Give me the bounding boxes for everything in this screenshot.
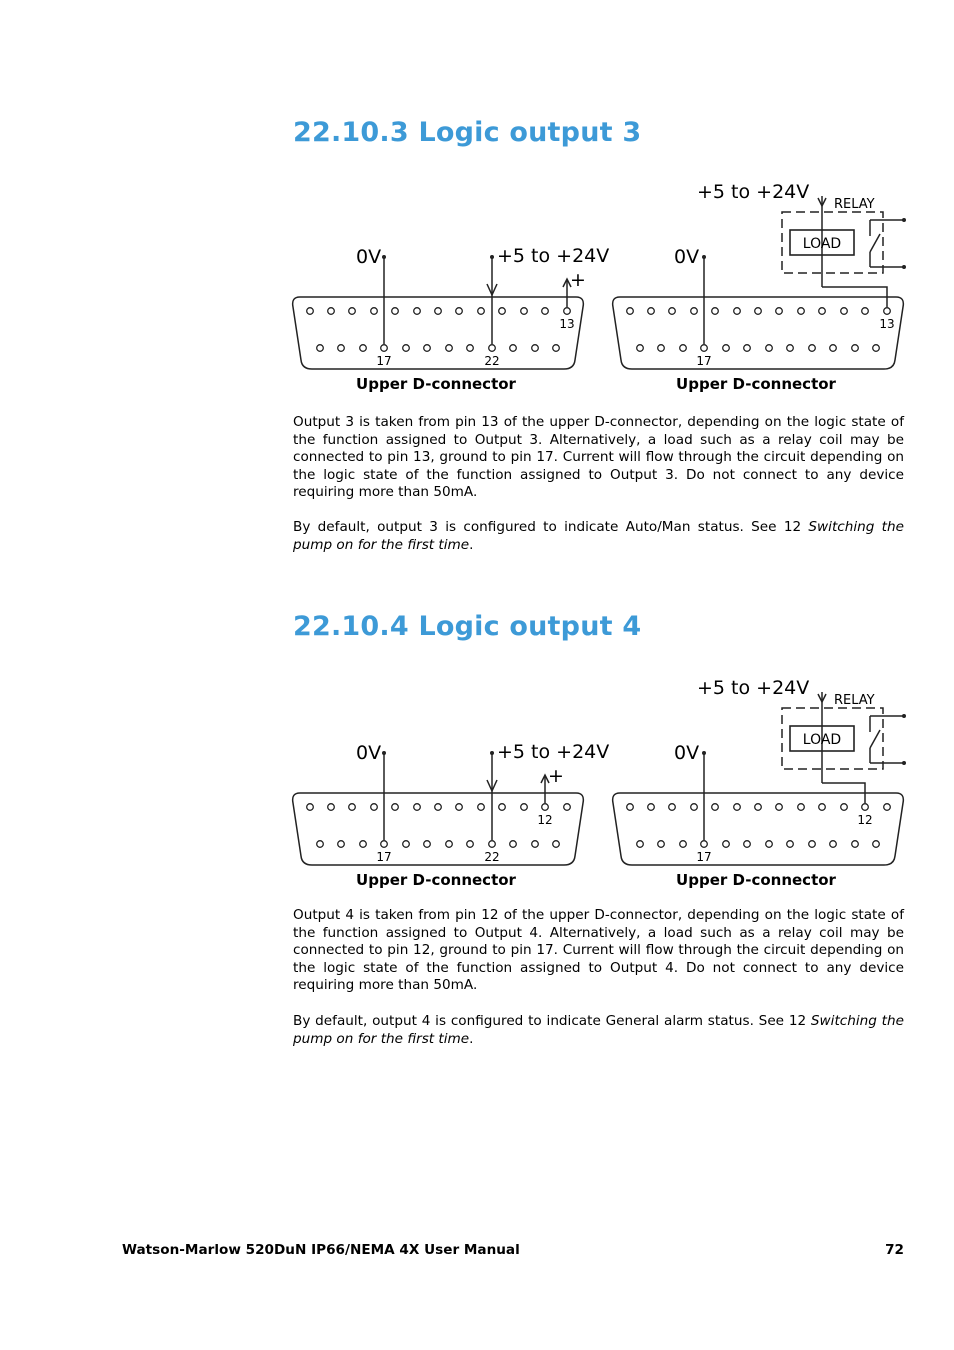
supply-pin-label: 22 [484,354,500,368]
output-pin-label: 12 [857,813,873,827]
section-heading: 22.10.4 Logic output 4 [293,611,642,642]
ground-label: 0V [674,246,700,268]
connector-caption: Upper D-connector [676,375,836,393]
ground-pin-label: 17 [696,850,712,864]
supply-label: +5 to +24V [497,741,610,763]
paragraph-text: . [469,536,474,553]
ground-pin-label: 17 [376,850,392,864]
load-label: LOAD [802,732,842,748]
footer-title: Watson-Marlow 520DuN IP66/NEMA 4X User Manual [122,1242,520,1258]
body-paragraph [293,1013,904,1048]
connector-caption: Upper D-connector [356,375,516,393]
supply-label: +5 to +24V [697,677,810,699]
ground-label: 0V [356,246,382,268]
ground-label: 0V [356,742,382,764]
section-heading: 22.10.3 Logic output 3 [293,117,642,148]
output-pin-label: 12 [537,813,553,827]
body-paragraph [293,519,904,554]
paragraph-text: . [469,1030,474,1047]
cross-reference: Switching the pump on for the first time [293,519,904,553]
ground-pin-label: 17 [696,354,712,368]
output-pin-label: 13 [559,317,575,331]
supply-pin-label: 22 [484,850,500,864]
wiring-diagram [288,176,908,396]
load-label: LOAD [802,236,842,252]
relay-label: RELAY [834,693,875,708]
relay-label: RELAY [834,197,875,212]
connector-caption: Upper D-connector [676,871,836,889]
ground-pin-label: 17 [376,354,392,368]
body-paragraph: Output 3 is taken from pin 13 of the upper D-connector, depending on the logic state of the function assigned to Output 3. Alternatively, a load such as a relay coil may be connected to pin 13, ground to pin 17. Current will flow through the circuit depending on the logic state of the function assigned to Output 3. Do not connect to any device requiring more than 50mA. [293,414,904,501]
polarity-label: + [548,765,564,787]
paragraph-text: By default, output 4 is configured to indicate General alarm status. See 12 [293,1013,811,1029]
connector-caption: Upper D-connector [356,871,516,889]
cross-reference: Switching the pump on for the first time [293,1013,904,1047]
supply-label: +5 to +24V [497,245,610,267]
paragraph-text: By default, output 3 is configured to indicate Auto/Man status. See 12 [293,519,809,535]
supply-label: +5 to +24V [697,181,810,203]
body-paragraph: Output 4 is taken from pin 12 of the upper D-connector, depending on the logic state of the function assigned to Output 4. Alternatively, a load such as a relay coil may be connected to pin 12, ground to pin 17. Current will flow through the circuit depending on the logic state of the function assigned to Output 4. Do not connect to any device requiring more than 50mA. [293,907,904,994]
wiring-diagram [288,672,908,892]
output-pin-label: 13 [879,317,895,331]
page-number: 72 [885,1242,904,1258]
polarity-label: + [570,269,586,291]
ground-label: 0V [674,742,700,764]
